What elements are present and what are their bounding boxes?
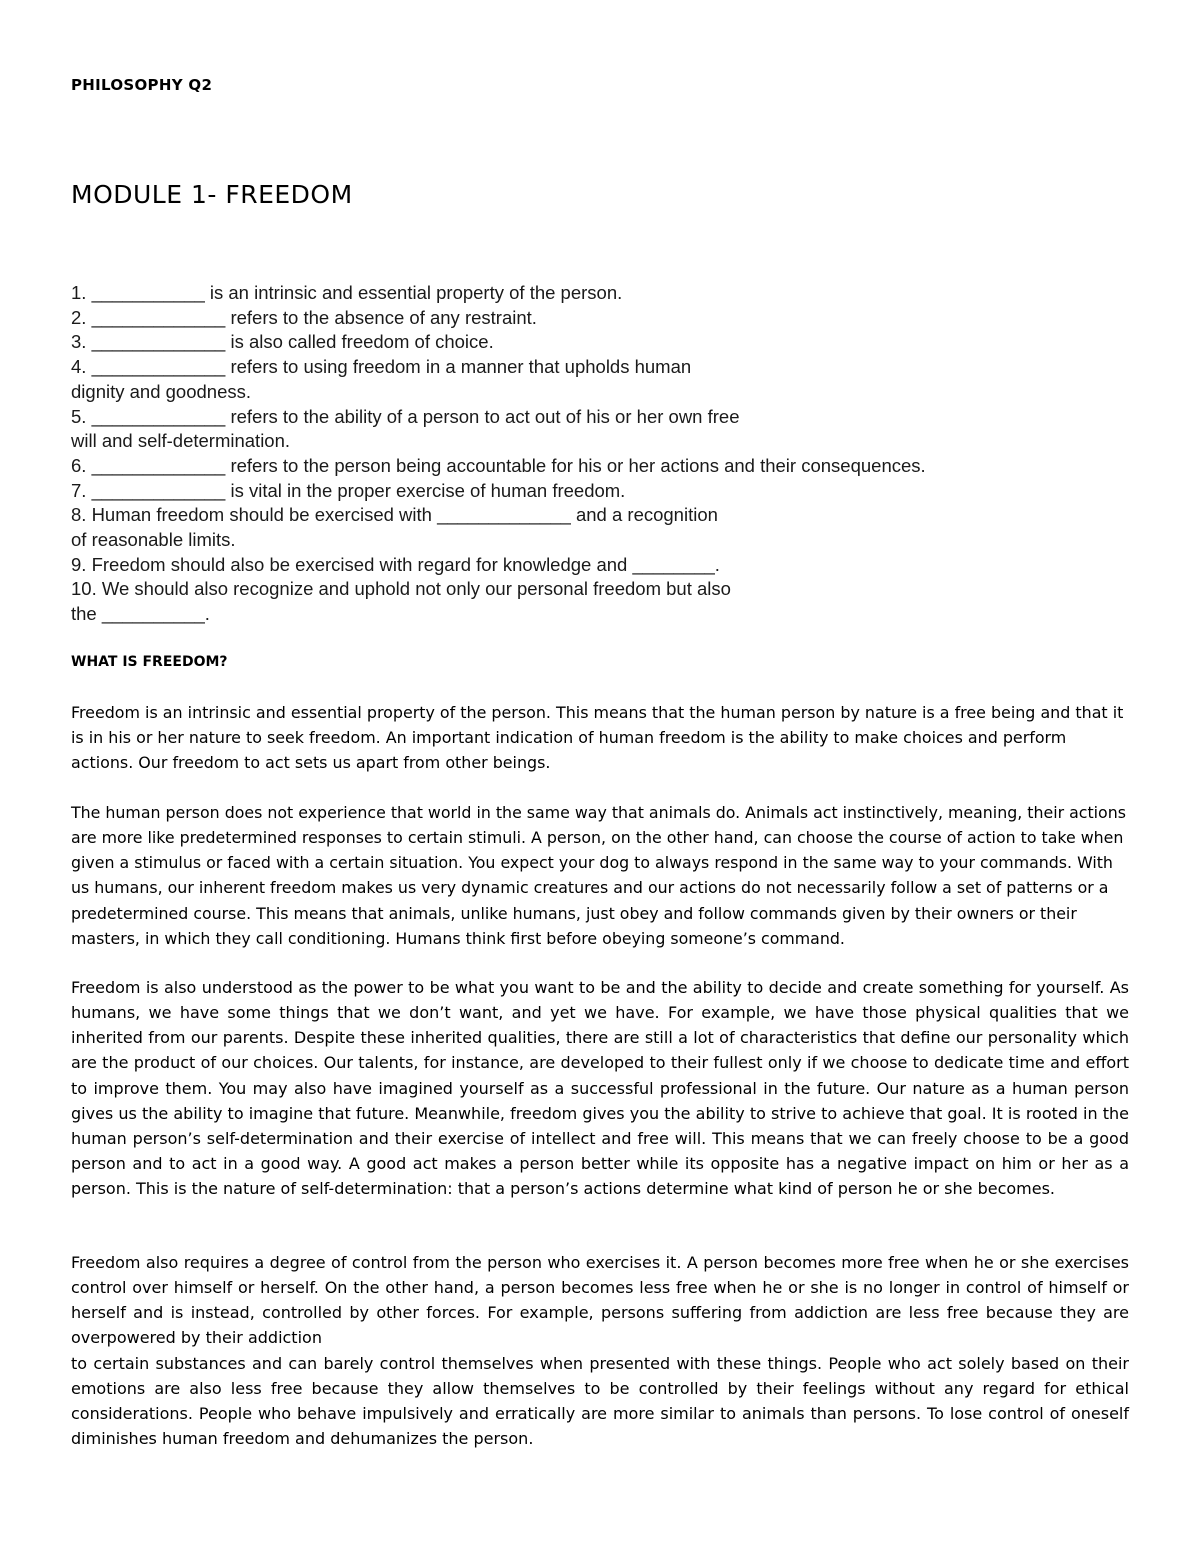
module-title: MODULE 1- FREEDOM [71, 180, 353, 209]
quiz-line: will and self-determination. [71, 430, 291, 452]
quiz-line: 6. _____________ refers to the person being accountable for his or her actions and their consequences. [71, 454, 926, 476]
paragraph-control-part-1: Freedom also requires a degree of control from the person who exercises it. A person becomes more free when he or she exercises control over himself or herself. On the other hand, a person becomes less free when he or she is no longer in control of himself or herself and is instead, controlled by other forces. For example, persons suffering from addiction are less free because they are overpowered by their addiction [71, 1253, 1129, 1348]
paragraph-self-determination: Freedom is also understood as the power to be what you want to be and the ability to decide and create something for yourself. As humans, we have some things that we don’t want, and yet we have. For example, we have those physical qualities that we inherited from our parents. Despite these inherited qualities, there are still a lot of characteristics that define our personality which are the product of our choices. Our talents, for instance, are developed to their fullest only if we choose to dedicate time and effort to improve them. You may also have imagined yourself as a successful professional in the future. Our nature as a human person gives us the ability to imagine that future. Meanwhile, freedom gives you the ability to strive to achieve that goal. It is rooted in the human person’s self-determination and their exercise of intellect and free will. This means that we can freely choose to be a good person and to act in a good way. A good act makes a person better while its opposite has a negative impact on him or her as a person. This is the nature of self-determination: that a person’s actions determine what kind of person he or she becomes. [71, 978, 1129, 1199]
quiz-line: 7. _____________ is vital in the proper exercise of human freedom. [71, 479, 626, 501]
quiz-line: 10. We should also recognize and uphold not only our personal freedom but also [71, 578, 731, 600]
quiz-line: 9. Freedom should also be exercised with regard for knowledge and ________. [71, 553, 720, 575]
paragraph-definition: Freedom is an intrinsic and essential property of the person. This means that the human person by nature is a free being and that it is in his or her nature to seek freedom. An important indication of human freedom is the ability to make choices and perform actions. Our freedom to act sets us apart from other beings. [71, 703, 1124, 773]
quiz-line: the __________. [71, 603, 210, 625]
quiz-list [71, 281, 1131, 627]
quiz-line: 5. _____________ refers to the ability of a person to act out of his or her own free [71, 405, 740, 427]
paragraph-control-part-2: to certain substances and can barely control themselves when presented with these things. People who act solely based on their emotions are also less free because they allow themselves to be controlled by their feelings without any regard for ethical considerations. People who behave impulsively and erratically are more similar to animals than persons. To lose control of oneself diminishes human freedom and dehumanizes the person. [71, 1353, 1129, 1449]
quiz-line: 4. _____________ refers to using freedom in a manner that upholds human [71, 356, 692, 378]
quiz-line: 2. _____________ refers to the absence of any restraint. [71, 306, 537, 328]
paragraph-animals: The human person does not experience that world in the same way that animals do. Animals act instinctively, meaning, their actions are more like predetermined responses to certain stimuli. A person, on the other hand, can choose the course of action to take when given a stimulus or faced with a certain situation. You expect your dog to always respond in the same way to your commands. With us humans, our inherent freedom makes us very dynamic creatures and our actions do not necessarily follow a set of patterns or a predetermined course. This means that animals, unlike humans, just obey and follow commands given by their owners or their masters, in which they call conditioning. Humans think first before obeying someone’s command. [71, 803, 1126, 948]
course-title: PHILOSOPHY Q2 [71, 76, 213, 94]
quiz-line: 1. ___________ is an intrinsic and essential property of the person. [71, 282, 623, 303]
quiz-line: dignity and goodness. [71, 380, 251, 402]
section-heading: WHAT IS FREEDOM? [71, 654, 228, 670]
quiz-line: 3. _____________ is also called freedom of choice. [71, 331, 494, 353]
quiz-line: 8. Human freedom should be exercised with _____________ and a recognition [71, 504, 718, 526]
quiz-line: of reasonable limits. [71, 529, 236, 551]
paragraph-control [71, 1250, 1129, 1451]
